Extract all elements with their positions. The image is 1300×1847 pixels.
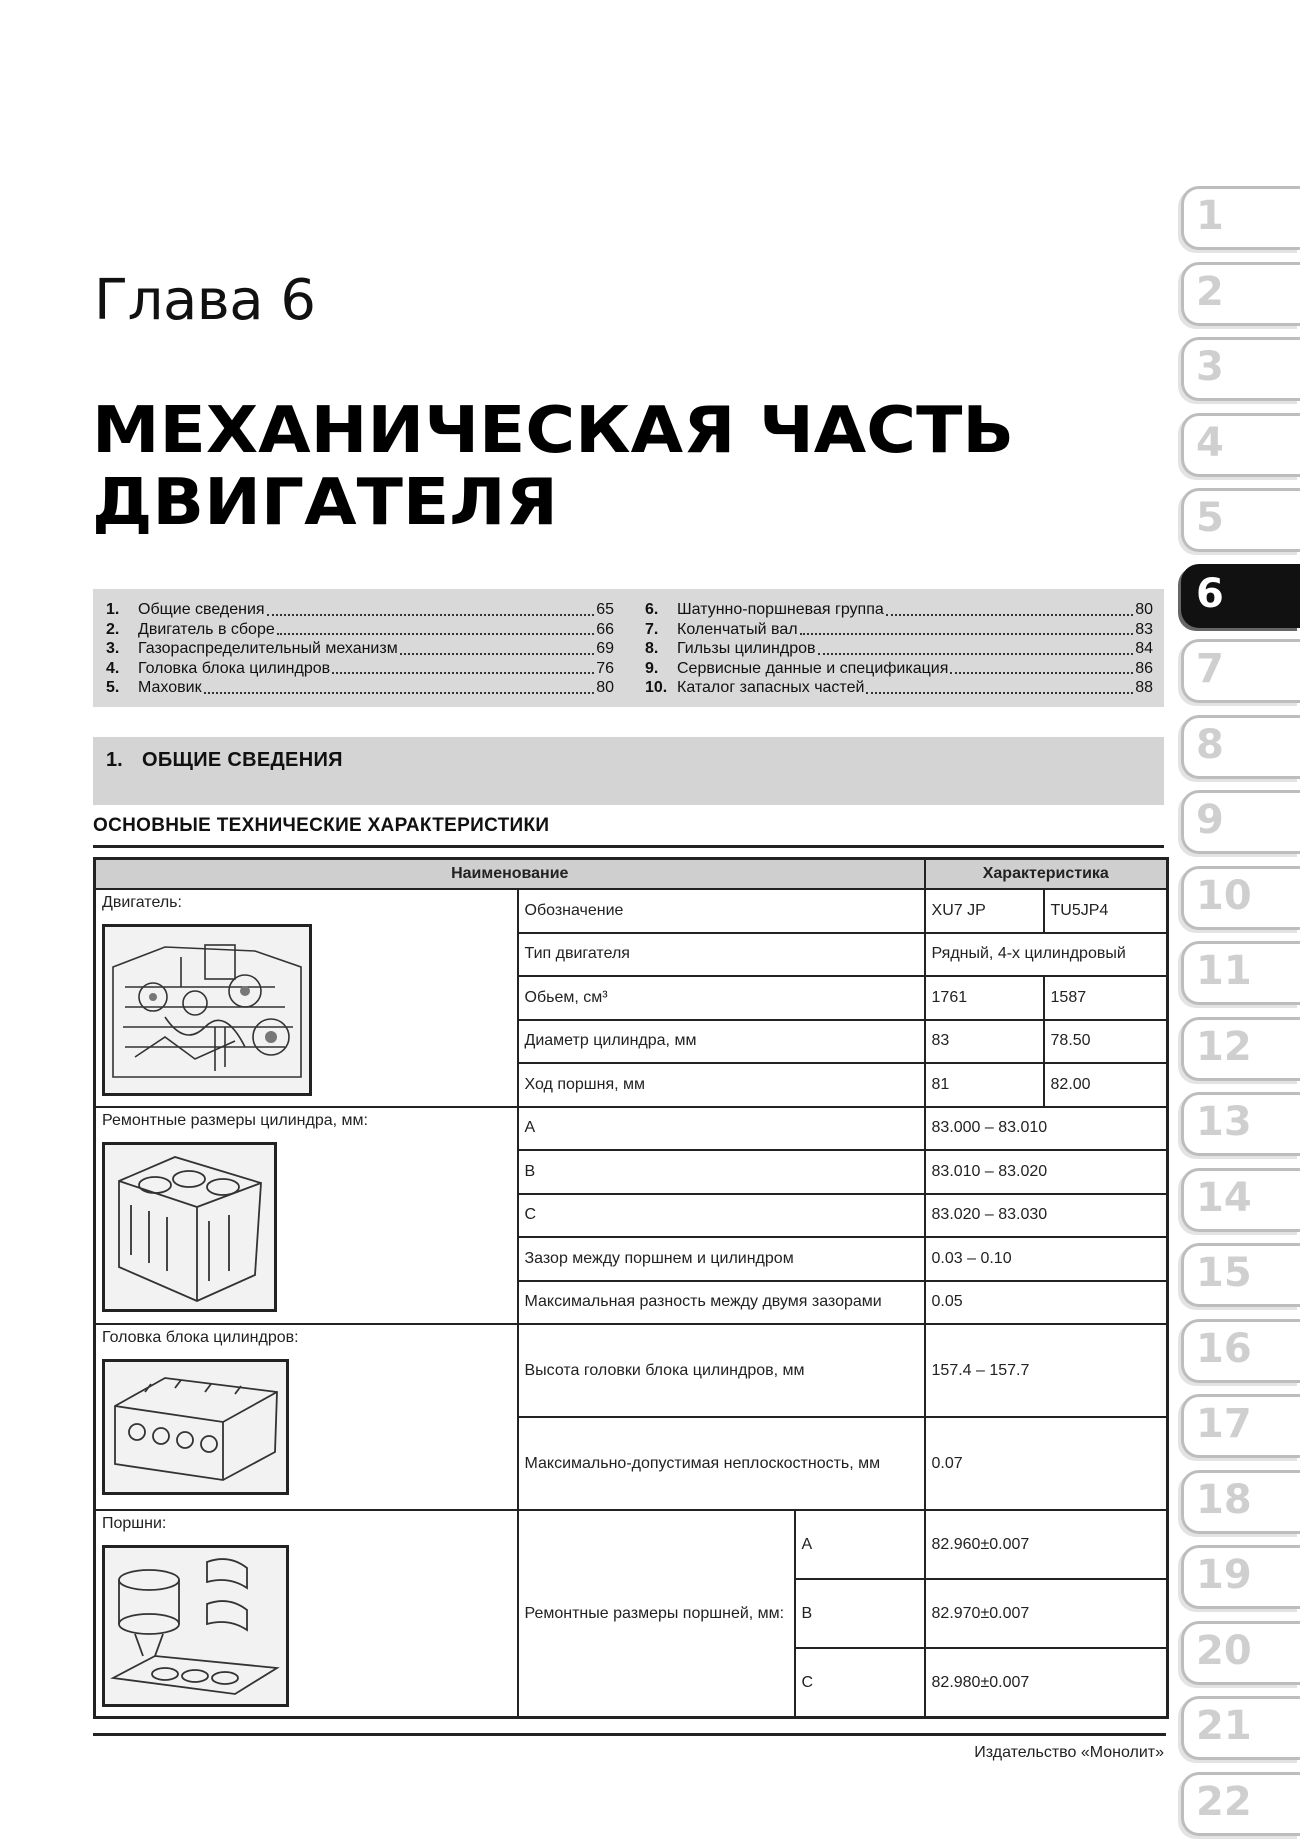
chapter-tab-label: 14: [1196, 1174, 1252, 1221]
toc-leader: [886, 614, 1133, 616]
value-cell: 81: [925, 1063, 1044, 1107]
chapter-tab-label: 1: [1196, 193, 1224, 239]
toc-entry[interactable]: [645, 601, 1153, 621]
grade-cell: C: [795, 1648, 925, 1717]
toc-title: Общие сведения: [138, 601, 265, 618]
pistons-group-cell: [95, 1510, 518, 1717]
toc-number: 4.: [106, 659, 120, 677]
sub-heading: ОСНОВНЫЕ ТЕХНИЧЕСКИЕ ХАРАКТЕРИСТИКИ: [93, 815, 1164, 848]
cylinder-head-illustration: [102, 1359, 289, 1495]
chapter-title-line-2: ДВИГАТЕЛЯ: [92, 466, 558, 540]
toc-title: Гильзы цилиндров: [677, 640, 816, 658]
footer-rule: [93, 1733, 1166, 1736]
engine-illustration: [102, 924, 312, 1096]
chapter-label: Глава 6: [94, 268, 316, 333]
chapter-tab-22[interactable]: [1181, 1772, 1300, 1836]
toc-entry[interactable]: [106, 621, 614, 641]
toc-leader: [950, 672, 1133, 674]
toc-title: Коленчатый вал: [677, 620, 798, 638]
chapter-tab-label: 19: [1196, 1552, 1252, 1598]
contents-column-left: [106, 601, 614, 699]
param-cell: Обозначение: [518, 889, 925, 933]
param-cell: Максимальная разность между двумя зазорами: [518, 1281, 925, 1325]
engine-label: Двигатель:: [102, 894, 182, 912]
chapter-tab-label: 17: [1196, 1401, 1252, 1447]
chapter-tab-label: 2: [1196, 268, 1224, 315]
table-row: [95, 889, 1168, 933]
toc-leader: [267, 614, 595, 616]
chapter-tab-13[interactable]: [1181, 1092, 1300, 1156]
cylinder-block-drawing: [105, 1145, 274, 1309]
value-cell: 0.05: [925, 1281, 1168, 1325]
value-cell: Рядный, 4-х цилиндровый: [925, 933, 1168, 977]
chapter-tab-19[interactable]: [1181, 1545, 1300, 1609]
toc-leader: [332, 672, 594, 674]
toc-number: 3.: [106, 640, 120, 658]
param-cell: B: [518, 1150, 925, 1194]
toc-entry[interactable]: [106, 640, 614, 660]
chapter-tab-10[interactable]: [1181, 866, 1300, 930]
value-cell: 1761: [925, 976, 1044, 1020]
chapter-tab-label: 4: [1196, 419, 1224, 466]
value-cell: 78.50: [1044, 1020, 1168, 1064]
chapter-tab-label: 12: [1196, 1023, 1252, 1070]
chapter-tab-4[interactable]: [1181, 413, 1300, 477]
toc-title: Газораспределительный механизм: [138, 640, 398, 658]
pistons-label: Поршни:: [102, 1515, 167, 1533]
toc-number: 2.: [106, 620, 120, 638]
value-cell: 157.4 – 157.7: [925, 1324, 1168, 1417]
chapter-tab-label: 15: [1196, 1250, 1252, 1296]
toc-page: 86: [1135, 659, 1153, 677]
chapter-tab-9[interactable]: [1181, 790, 1300, 854]
chapter-tab-label: 9: [1196, 797, 1224, 843]
chapter-tab-label: 21: [1196, 1703, 1252, 1749]
toc-page: 66: [596, 620, 614, 638]
toc-title: Сервисные данные и спецификация: [677, 659, 949, 677]
value-cell: 82.00: [1044, 1063, 1168, 1107]
chapter-tab-6-active[interactable]: [1181, 564, 1300, 628]
chapter-tab-5[interactable]: [1181, 488, 1300, 552]
contents-column-right: [645, 601, 1153, 699]
toc-page: 88: [1135, 679, 1153, 697]
chapter-tab-3[interactable]: [1181, 337, 1300, 401]
value-cell: 0.03 – 0.10: [925, 1237, 1168, 1281]
head-label: Головка блока цилиндров:: [102, 1329, 299, 1347]
toc-entry[interactable]: [645, 640, 1153, 660]
toc-number: 7.: [645, 620, 659, 638]
value-cell: 83.020 – 83.030: [925, 1194, 1168, 1238]
param-cell: Высота головки блока цилиндров, мм: [518, 1324, 925, 1417]
chapter-tab-label: 20: [1196, 1627, 1252, 1674]
chapter-tab-label: 7: [1196, 646, 1224, 692]
chapter-tab-11[interactable]: [1181, 941, 1300, 1005]
piston-param-cell: Ремонтные размеры поршней, мм:: [518, 1510, 795, 1717]
toc-title: Головка блока цилиндров: [138, 659, 331, 677]
chapter-tab-12[interactable]: [1181, 1017, 1300, 1081]
toc-title: Двигатель в сборе: [138, 620, 275, 638]
toc-page: 69: [596, 640, 614, 658]
chapter-tab-18[interactable]: [1181, 1470, 1300, 1534]
toc-number: 1.: [106, 601, 120, 618]
toc-entry[interactable]: [106, 660, 614, 680]
toc-number: 6.: [645, 601, 659, 618]
chapter-tab-label: 11: [1196, 948, 1252, 994]
toc-leader: [818, 653, 1134, 655]
chapter-tab-label: 18: [1196, 1476, 1252, 1523]
chapter-tab-label: 13: [1196, 1099, 1252, 1145]
param-cell: Максимально-допустимая неплоскостность, мм: [518, 1417, 925, 1510]
toc-title: Каталог запасных частей: [677, 679, 865, 697]
chapter-tab-17[interactable]: [1181, 1394, 1300, 1458]
toc-title: Шатунно-поршневая группа: [677, 601, 884, 618]
cylinder-head-drawing: [105, 1362, 286, 1492]
toc-page: 80: [596, 679, 614, 697]
toc-entry[interactable]: [645, 679, 1153, 699]
toc-page: 83: [1135, 620, 1153, 638]
chapter-tab-label: 6: [1196, 570, 1224, 617]
table-row: [95, 1324, 1168, 1417]
section-heading-bar: [93, 737, 1164, 805]
chapter-tab-label: 22: [1196, 1778, 1252, 1825]
value-cell: 82.970±0.007: [925, 1579, 1168, 1648]
chapter-tab-7[interactable]: [1181, 639, 1300, 703]
chapter-index-tabs: [1181, 186, 1300, 1847]
toc-entry[interactable]: [106, 601, 614, 621]
head-group-cell: [95, 1324, 518, 1510]
param-cell: C: [518, 1194, 925, 1238]
toc-leader: [866, 692, 1133, 694]
value-cell: 1587: [1044, 976, 1168, 1020]
section-title: ОБЩИЕ СВЕДЕНИЯ: [142, 749, 343, 771]
value-cell: 0.07: [925, 1417, 1168, 1510]
toc-leader: [400, 653, 595, 655]
param-cell: Зазор между поршнем и цилиндром: [518, 1237, 925, 1281]
section-number: 1.: [106, 749, 123, 771]
toc-page: 65: [596, 601, 614, 618]
header-name: Наименование: [95, 859, 925, 890]
chapter-tab-label: 10: [1196, 872, 1252, 919]
value-cell: 83.000 – 83.010: [925, 1107, 1168, 1151]
cylinder-label: Ремонтные размеры цилиндра, мм:: [102, 1111, 368, 1129]
toc-leader: [277, 633, 594, 635]
toc-page: 80: [1135, 601, 1153, 618]
chapter-title-line-1: МЕХАНИЧЕСКАЯ ЧАСТЬ: [92, 394, 1015, 468]
chapter-tab-label: 3: [1196, 344, 1224, 390]
cylinder-group-cell: [95, 1107, 518, 1325]
spec-table: [93, 857, 1169, 1719]
value-cell: TU5JP4: [1044, 889, 1168, 933]
chapter-title: [92, 395, 1046, 539]
value-cell: 82.980±0.007: [925, 1648, 1168, 1717]
chapter-tab-14[interactable]: [1181, 1168, 1300, 1232]
pistons-drawing: [105, 1548, 286, 1704]
toc-entry[interactable]: [645, 660, 1153, 680]
grade-cell: A: [795, 1510, 925, 1579]
toc-leader: [204, 692, 595, 694]
chapter-tab-16[interactable]: [1181, 1319, 1300, 1383]
table-row: [95, 1107, 1168, 1151]
toc-number: 5.: [106, 679, 120, 697]
value-cell: 83.010 – 83.020: [925, 1150, 1168, 1194]
toc-title: Маховик: [138, 679, 202, 697]
toc-number: 9.: [645, 659, 659, 677]
value-cell: 83: [925, 1020, 1044, 1064]
chapter-tab-15[interactable]: [1181, 1243, 1300, 1307]
param-cell: Обьем, см³: [518, 976, 925, 1020]
toc-page: 84: [1135, 640, 1153, 658]
cylinder-block-illustration: [102, 1142, 277, 1312]
header-spec: Характеристика: [925, 859, 1168, 890]
chapter-tab-20[interactable]: [1181, 1621, 1300, 1685]
chapter-tab-label: 16: [1196, 1325, 1252, 1372]
toc-number: 8.: [645, 640, 659, 658]
engine-group-cell: [95, 889, 518, 1107]
pistons-illustration: [102, 1545, 289, 1707]
param-cell: Ход поршня, мм: [518, 1063, 925, 1107]
chapter-tab-label: 5: [1196, 495, 1224, 541]
chapter-tab-2[interactable]: [1181, 262, 1300, 326]
value-cell: XU7 JP: [925, 889, 1044, 933]
toc-number: 10.: [645, 679, 668, 697]
toc-leader: [800, 633, 1134, 635]
param-cell: Диаметр цилиндра, мм: [518, 1020, 925, 1064]
param-cell: A: [518, 1107, 925, 1151]
engine-drawing: [105, 927, 309, 1093]
chapter-tab-label: 8: [1196, 721, 1224, 768]
param-cell: Тип двигателя: [518, 933, 925, 977]
table-row: [95, 1510, 1168, 1579]
toc-entry[interactable]: [645, 621, 1153, 641]
toc-entry[interactable]: [106, 679, 614, 699]
chapter-contents: [93, 589, 1164, 707]
grade-cell: B: [795, 1579, 925, 1648]
publisher-footer: Издательство «Монолит»: [974, 1744, 1164, 1761]
chapter-tab-1[interactable]: [1181, 186, 1300, 250]
chapter-tab-8[interactable]: [1181, 715, 1300, 779]
chapter-tab-21[interactable]: [1181, 1696, 1300, 1760]
toc-page: 76: [596, 659, 614, 677]
value-cell: 82.960±0.007: [925, 1510, 1168, 1579]
